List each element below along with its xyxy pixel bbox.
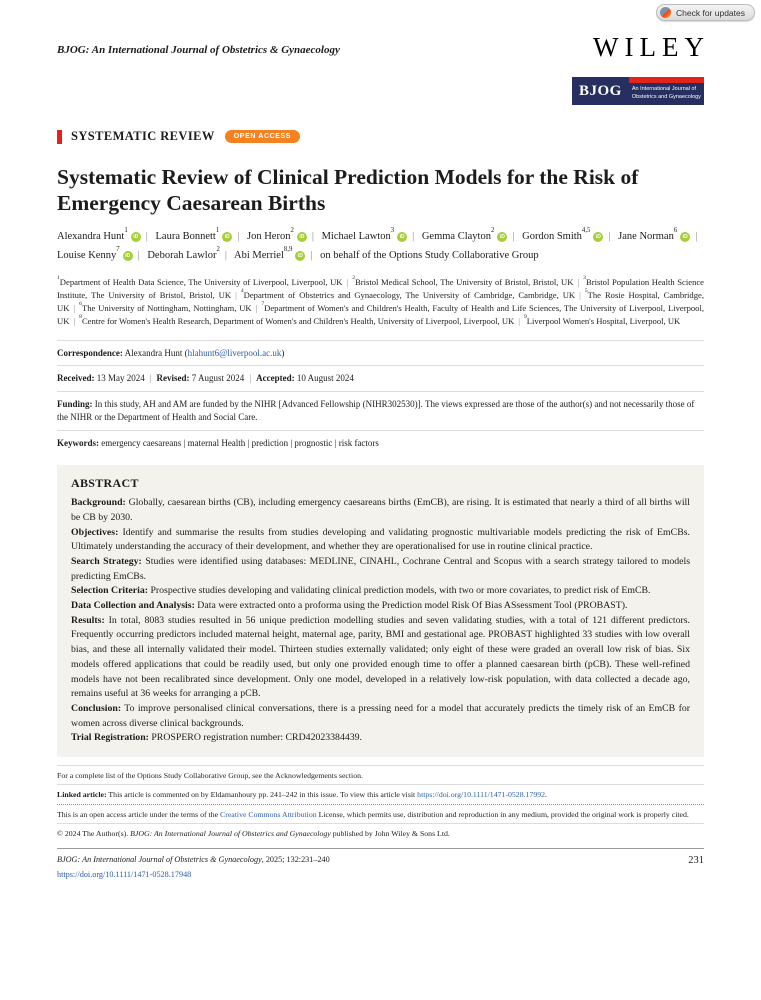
affiliation-sup: 3 [583, 274, 586, 281]
keywords-label: Keywords: [57, 437, 99, 448]
author-name: Michael Lawton [321, 231, 391, 243]
orcid-icon[interactable]: iD [397, 232, 407, 242]
author-separator: | [512, 231, 515, 243]
affiliation-sup: 6 [79, 300, 82, 307]
author-sup: 8,9 [283, 245, 293, 253]
author-sup: 1 [124, 226, 128, 234]
collaborative-group-note: For a complete list of the Options Study Collaborative Group, see the Acknowledgements section. [57, 765, 704, 784]
bjog-logo [572, 77, 704, 105]
abstract-section-label: Data Collection and Analysis: [71, 600, 195, 612]
funding-block [57, 391, 704, 430]
linked-article-doi-link[interactable]: https://doi.org/10.1111/1471-0528.17992 [417, 790, 546, 800]
history-separator: | [249, 373, 252, 384]
affiliation-sup: 8 [79, 313, 82, 320]
abstract-heading: ABSTRACT [71, 476, 139, 491]
affiliation-sup: 9 [523, 313, 527, 320]
funding-label: Funding: [57, 398, 93, 409]
abstract-section [71, 614, 690, 702]
author-sup: 1 [215, 226, 220, 234]
footer-journal-name: BJOG: An International Journal of Obstetrics & Gynaecology [57, 855, 262, 865]
author-separator: | [137, 250, 140, 262]
author-name: Gemma Clayton [421, 231, 491, 243]
copyright-notice [57, 823, 704, 842]
affiliation-separator: | [577, 277, 580, 288]
author-sup: 6 [673, 226, 678, 234]
affiliation-separator: | [518, 315, 520, 326]
abstract-section-label: Objectives: [71, 526, 119, 538]
abstract-section [71, 584, 690, 599]
bjog-logo-subtitle-line2: Obstetrics and Gynaecology [631, 94, 701, 100]
affiliation-text: Bristol Medical School, The University of Bristol, Bristol, UK [355, 277, 574, 288]
author-sup: 2 [290, 226, 294, 234]
author-sup: 3 [390, 226, 395, 234]
author [321, 226, 408, 243]
abstract-section-text: Identify and summarise the results from studies developing and validating prognostic multivariable models predicting the risk of EmCBs. Ultimately understanding the accuracy of their development, and whether they are operationalised for use in routine clinical practice. [71, 526, 690, 553]
footer-doi-link[interactable]: https://doi.org/10.1111/1471-0528.17948 [57, 870, 192, 880]
article-type-label: SYSTEMATIC REVIEW [71, 129, 215, 143]
orcid-icon[interactable]: iD [131, 232, 141, 242]
author-separator: | [311, 231, 314, 243]
orcid-icon[interactable]: iD [680, 232, 690, 242]
affiliation [352, 274, 574, 288]
linked-article-note [57, 784, 704, 803]
received-label: Received: [57, 373, 95, 384]
author [57, 226, 141, 243]
affiliation-sup: 7 [261, 300, 265, 307]
abstract-section [71, 731, 690, 746]
keywords-text: emergency caesareans | maternal Health | prediction | prognostic | risk factors [101, 437, 379, 448]
author-separator: | [695, 231, 698, 243]
orcid-icon[interactable]: iD [593, 232, 603, 242]
affiliation-text: Bristol Population Health Science Institute, The University of Bristol, Bristol, UK [57, 277, 704, 301]
open-access-text-post: License, which permits use, distribution and reproduction in any medium, provided the original work is properly cited. [318, 809, 689, 819]
orcid-icon[interactable]: iD [295, 251, 305, 261]
abstract-section [71, 526, 690, 555]
author-name: Jon Heron [247, 231, 291, 243]
history-block [57, 365, 704, 391]
abstract-section [71, 496, 690, 525]
author-name: Deborah Lawlor [147, 250, 217, 262]
check-for-updates-label: Check for updates [676, 7, 745, 18]
orcid-icon[interactable]: iD [297, 232, 307, 242]
author-separator: | [412, 231, 415, 243]
author [247, 226, 307, 243]
crossref-icon [660, 7, 671, 18]
revised-label: Revised: [156, 373, 190, 384]
affiliation-sup: 4 [240, 287, 244, 294]
abstract-section [71, 702, 690, 731]
abstract-section-text: Prospective studies developing and validating clinical prediction models, with two or more covariates, to predict risk of EmCB. [150, 585, 651, 597]
affiliation-text: The University of Nottingham, Nottingham, UK [81, 303, 252, 313]
open-access-statement [57, 804, 704, 823]
article-type-row [57, 129, 704, 144]
open-access-badge: OPEN ACCESS [225, 130, 300, 143]
affiliation [79, 300, 252, 313]
abstract-section [71, 555, 690, 584]
abstract-section-label: Results: [71, 614, 105, 626]
author-separator: | [310, 250, 313, 262]
article-title: Systematic Review of Clinical Prediction Models for the Risk of Emergency Caesarean Births [57, 165, 639, 216]
abstract-box [57, 465, 704, 757]
correspondence-email-link[interactable]: hlahunt6@liverpool.ac.uk [187, 347, 282, 358]
check-for-updates-badge[interactable] [656, 4, 755, 21]
abstract-section [71, 599, 690, 614]
journal-name: BJOG: An International Journal of Obstetrics & Gynaecology [57, 44, 340, 56]
author-sup: 7 [116, 245, 120, 253]
affiliation [79, 313, 515, 326]
abstract-section-label: Background: [71, 497, 126, 509]
linked-article-label: Linked article: [57, 790, 107, 800]
page-footer [57, 848, 704, 882]
author [155, 226, 233, 243]
publisher-block [572, 32, 710, 105]
author-separator: | [237, 231, 240, 243]
affiliation-separator: | [73, 315, 76, 326]
author-separator: | [608, 231, 611, 243]
author-name: Laura Bonnett [155, 231, 216, 243]
bjog-logo-subtitle [629, 83, 704, 105]
footnotes [57, 765, 704, 842]
footer-citation [57, 855, 330, 864]
linked-article-text-post: . [545, 790, 547, 800]
copyright-pre: © 2024 The Author(s). [57, 828, 129, 838]
open-access-text-pre: This is an open access article under the terms of the [57, 809, 219, 819]
wiley-logo: WILEY [593, 32, 710, 62]
author [421, 226, 508, 243]
author-separator: | [224, 250, 227, 262]
received-date: 13 May 2024 [96, 373, 145, 384]
orcid-icon[interactable]: iD [123, 251, 133, 261]
affiliation-text: Centre for Women's Health Research, Department of Women's and Children's Health, University of Liverpool, Liverpool, UK [81, 315, 515, 326]
affiliation-text: Department of Obstetrics and Gynaecology, The University of Cambridge, Cambridge, UK [243, 290, 576, 301]
accepted-date: 10 August 2024 [296, 373, 354, 384]
bjog-logo-right [629, 77, 704, 105]
author [57, 245, 133, 262]
abstract-section-text: To improve personalised clinical conversations, there is a pressing need for a model that accurately predicts the timely risk of an EmCB for women across diverse clinical backgrounds. [71, 702, 690, 729]
author-list [57, 228, 704, 266]
abstract-section-label: Conclusion: [71, 702, 122, 714]
abstract-section-text: Studies were identified using databases: MEDLINE, CINAHL, Cochrane Central and Scopus with a search strategy tailored to models predicting EmCBs. [71, 556, 691, 582]
copyright-post: published by John Wiley & Sons Ltd. [332, 828, 450, 838]
correspondence-label: Correspondence: [57, 347, 123, 358]
abstract-section-text: Data were extracted onto a proforma using the Prediction model Risk Of Bias ASsessment Tool (PROBAST). [197, 600, 628, 612]
affiliation [523, 313, 681, 326]
correspondence-text-pre: Alexandra Hunt ( [124, 347, 188, 358]
section-marker-bar [57, 130, 62, 144]
abstract-section-text: In total, 8083 studies resulted in 56 unique prediction modelling studies and seven validating studies, with a total of 121 different predictors. Frequently occurring predictors included maternal height, maternal age, parity, BMI and gestational age. PROBAST highlighted 33 studies with low overall bias, and these all internally validated their model. Thirteen studies externally validated; only eight of these were graded an overall low risk of bias. Six models offered applications that could be readily used, but only one provided enough time to offer a planned caesarean birth (pCB). These well-refined models have not been recalibrated since development. Only one model, developed in a relatively low-risk population, with data collected a decade ago, remains useful at 36 weeks for arranging a pCB. [71, 614, 691, 700]
bjog-logo-subtitle-line1: An International Journal of [631, 86, 697, 93]
affiliation-sup: 5 [584, 287, 588, 294]
accepted-label: Accepted: [256, 373, 295, 384]
author-name: Alexandra Hunt [57, 231, 125, 243]
author-sup: 2 [216, 245, 220, 253]
affiliation-text: Department of Health Data Science, The University of Liverpool, Liverpool, UK [59, 277, 343, 288]
author [522, 226, 603, 243]
group-credit: on behalf of the Options Study Collaborative Group [320, 250, 539, 262]
author-sup: 2 [490, 226, 495, 234]
author-name: Gordon Smith [522, 231, 582, 243]
affiliation-text: Liverpool Women's Hospital, Liverpool, UK [526, 315, 681, 326]
linked-article-text: This article is commented on by Eldamanhoury pp. 241–242 in this issue. To view this article visit [108, 790, 416, 800]
orcid-icon[interactable]: iD [497, 232, 507, 242]
abstract-section-label: Search Strategy: [71, 556, 142, 568]
footer-citation-block [57, 855, 330, 882]
author-name: Louise Kenny [57, 250, 117, 262]
affiliation-separator: | [255, 303, 258, 313]
affiliation-separator: | [235, 290, 237, 301]
affiliation-list [57, 276, 704, 328]
footer-citation-rest: , 2025; 132:231–240 [261, 855, 330, 865]
copyright-journal: BJOG: An International Journal of Obstetrics and Gynaecology [130, 828, 331, 838]
correspondence-text-post: ) [281, 347, 285, 358]
affiliation-sup: 1 [57, 274, 60, 281]
correspondence-block [57, 340, 704, 366]
affiliation-text: The Rosie Hospital, Cambridge, UK [57, 290, 704, 313]
history-separator: | [149, 373, 152, 384]
abstract-section-label: Trial Registration: [71, 732, 149, 744]
affiliation-text: Department of Women's and Children's Health, Faculty of Health and Life Sciences, The University of Liverpool, Liverpool, UK [57, 303, 704, 326]
affiliation-separator: | [579, 290, 581, 301]
affiliation [57, 274, 343, 288]
cc-license-link[interactable]: Creative Commons Attribution [220, 809, 317, 819]
orcid-icon[interactable]: iD [222, 232, 232, 242]
abstract-section-text: PROSPERO registration number: CRD42023384439. [151, 732, 362, 744]
revised-date: 7 August 2024 [191, 373, 245, 384]
author-name: Abi Merriel [234, 250, 284, 262]
affiliation [240, 287, 576, 301]
affiliation-sup: 2 [352, 274, 356, 281]
author-name: Jane Norman [618, 231, 674, 243]
author [234, 245, 305, 262]
author-sup: 4,5 [581, 226, 591, 234]
bjog-logo-abbr: BJOG [579, 82, 622, 99]
author-separator: | [145, 231, 148, 243]
affiliation-separator: | [346, 277, 349, 288]
author [147, 245, 220, 262]
page-number: 231 [688, 855, 704, 867]
affiliation-separator: | [73, 303, 76, 313]
abstract-section-label: Selection Criteria: [71, 585, 148, 597]
keywords-block [57, 430, 704, 456]
funding-text: In this study, AH and AM are funded by the NIHR [Advanced Fellowship (NIHR302530)]. The views expressed are those of the author(s) and not necessarily those of the NIHR or the Department of Health and Social Care. [57, 398, 695, 423]
author [618, 226, 690, 243]
journal-header [57, 32, 710, 105]
abstract-section-text: Globally, caesarean births (CB), including emergency caesareans births (EmCB), are rising. It is estimated that nearly a third of all births will be CB by 2030. [71, 497, 690, 523]
